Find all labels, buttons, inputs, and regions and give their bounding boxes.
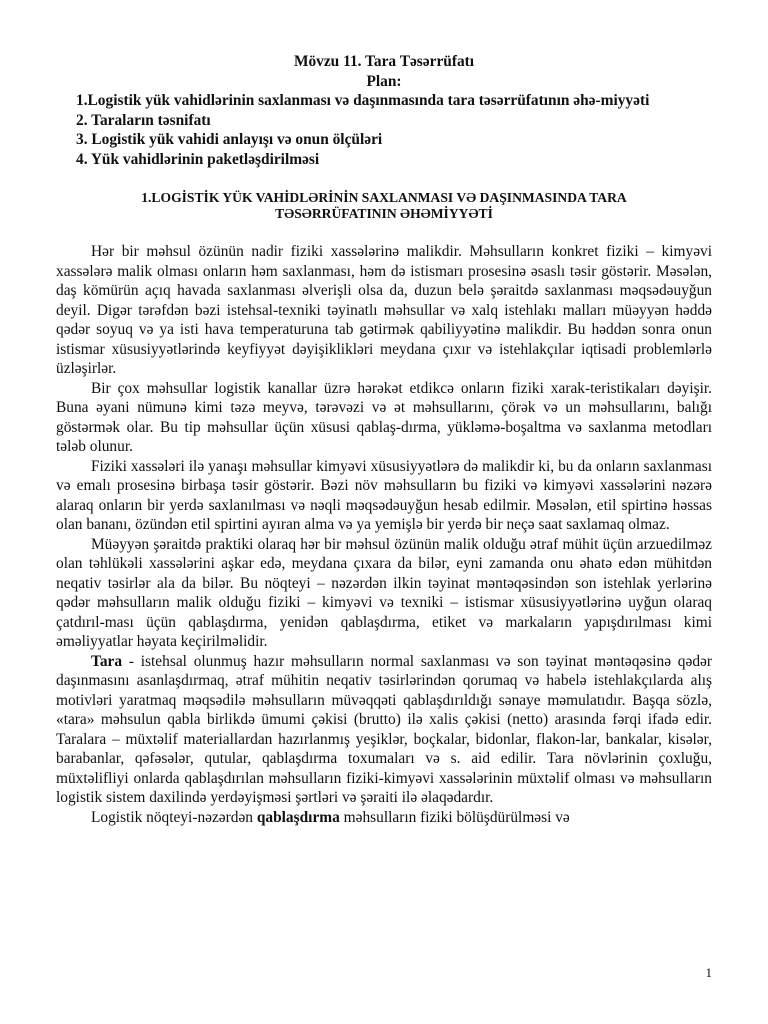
paragraph-6-text: məhsulların fiziki bölüşdürülməsi və: [339, 808, 570, 826]
paragraph-2: Bir çox məhsullar logistik kanallar üzrə hərəkət etdikcə onların fiziki xarak-teristikaları dəyişir. Buna əyani nümunə kimi təzə meyvə, tərəvəzi və ət məhsullarını, çörək və un məhsullarını, balığı göstərmək olar. Bu tip məhsullar üçün xüsusi qablaş-dırma, yükləmə-boşaltma və saxlanma metodları tələb olunur.: [56, 379, 712, 455]
paragraph-5-text: - istehsal olunmuş hazır məhsulların normal saxlanması və son təyinat məntəqəsinə qədər daşınmasını asanlaşdırmaq, ətraf mühitin neqativ təsirlərindən qorumaq və habelə istehlakçılarda alış motivləri yaratmaq məqsədilə məhsulların müvəqqəti qablaşdırıldığı sənaye məmulatıdır. Başqa sözlə, «tara» məhsulun qabla birlikdə ümumi çəkisi (brutto) ilə xalis çəkisi (netto) arasında fərqi ifadə edir. Taralara – müxtəlif materiallardan hazırlanmış yeşiklər, boçkalar, bidonlar, flakon-lar, bankalar, kisələr, barabanlar, qəfəsələr, qutular, qablaşdırma toxumaları və s. aid edilir. Tara növlərinin çoxluğu, müxtəlifliyi onlarda qablaşdırılan məhsulların fiziki-kimyəvi xassələrinin müxtəlif olması və məhsulların logistik sistem daxilində yerdəyişməsi şərtləri və şəraiti ilə əlaqədardır.: [56, 652, 712, 806]
plan-item-1: 1.Logistik yük vahidlərinin saxlanması və daşınmasında tara təsərrüfatının əhə-miyyəti: [76, 92, 650, 109]
plan-list: [56, 91, 712, 169]
page-number: 1: [705, 965, 712, 980]
paragraph-5: [56, 652, 712, 808]
paragraph-3: Fiziki xassələri ilə yanaşı məhsullar kimyəvi xüsusiyyətlərə də malikdir ki, bu da onların saxlanması və emalı prosesinə birbaşa təsir göstərir. Bəzi növ məhsulların bu fiziki və kimyəvi xassələrini nəzərə alaraq onların bir yerdə saxlanılması və nəqli məqsədəuyğun hesab edilmir. Məsələn, etil spirtinə həssas olan bananı, özündən etil spirtini ayıran alma və ya yemişlə bir yerdə bir neçə saat saxlamaq olmaz.: [56, 457, 712, 533]
section-heading-line-1: 1.LOGİSTİK YÜK VAHİDLƏRİNİN SAXLANMASI VƏ DAŞINMASINDA TARA: [141, 190, 627, 205]
plan-item-3: 3. Logistik yük vahidi anlayışı və onun ölçüləri: [76, 131, 383, 148]
section-heading: [56, 190, 712, 222]
plan-item-4: 4. Yük vahidlərinin paketləşdirilməsi: [76, 150, 320, 168]
term-qablasdirma: qablaşdırma: [256, 808, 340, 826]
paragraph-6: [56, 808, 712, 828]
plan-heading: Plan:: [366, 72, 402, 90]
paragraph-6-start: Logistik nöqteyi-nəzərdən: [91, 808, 257, 826]
term-tara: Tara: [91, 652, 123, 670]
paragraph-1: Hər bir məhsul özünün nadir fiziki xassələrinə malikdir. Məhsulların konkret fiziki – kimyəvi xassələrə malik olması onların həm saxlanması, həm də istismarı prosesinə əsaslı təsir göstərir. Məsələn, daş kömürün açıq havada saxlanması əlverişli olsa da, duzun belə şəraitdə saxlanması məqsədəuyğun deyil. Digər tərəfdən bəzi istehsal-texniki təyinatlı məhsullar və xalq istehlakı malları müəyyən həddə qədər soyuq və ya isti hava temperaturuna tab gətirmək qabiliyyətinə malikdir. Bu həddən sonra onun istismar xüsusiyyətlərində keyfiyyət dəyişiklikləri meydana çıxır və istehlakçılar iqtisadi problemlərlə üzləşirlər.: [56, 243, 712, 377]
paragraph-4: Müəyyən şəraitdə praktiki olaraq hər bir məhsul özünün malik olduğu ətraf mühit üçün arzuedilməz olan təhlükəli xassələrini aşkar edə, meydana çıxara da bilər, eyni zamanda onu əhatə edən mühitdən neqativ təsirlər ala da bilər. Bu nöqteyi – nəzərdən ilkin təyinat məntəqəsindən son istehlak yerlərinə qədər məhsulların malik olduğu fiziki – kimyəvi və texniki – istismar xüsusiyyətlərinə uyğun olaraq çatdırıl-ması üçün qablaşdırma, yenidən qablaşdırma, etiket və markaların yapışdırılması kimi əməliyyatlar həyata keçirilməlidir.: [56, 535, 712, 650]
document-body: [56, 52, 712, 827]
document-title: Mövzu 11. Tara Təsərrüfatı: [293, 53, 475, 70]
section-heading-line-2: TƏSƏRRÜFATININ ƏHƏMİYYƏTİ: [275, 206, 493, 221]
plan-item-2: 2. Taraların təsnifatı: [76, 111, 211, 129]
